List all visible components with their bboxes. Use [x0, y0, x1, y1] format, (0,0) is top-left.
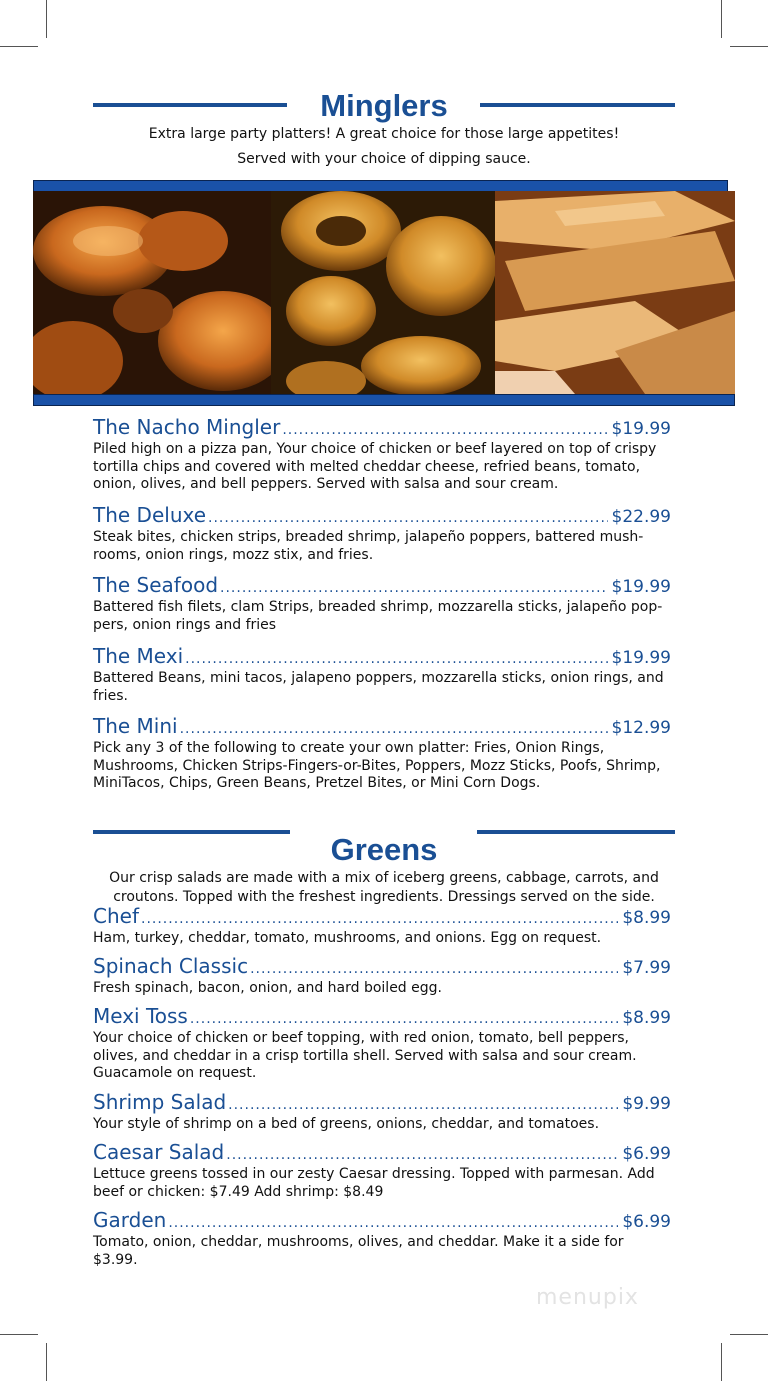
dot-leader	[220, 577, 607, 599]
menu-item-name: The Mini	[93, 714, 178, 738]
menu-item-name: Spinach Classic	[93, 954, 249, 978]
dot-leader	[228, 1094, 618, 1116]
menu-item-name: The Nacho Mingler	[93, 415, 281, 439]
crop-mark	[0, 46, 38, 47]
menu-item	[93, 504, 671, 564]
menu-item	[93, 1005, 671, 1083]
crop-mark	[0, 1334, 38, 1335]
crop-mark	[730, 46, 768, 47]
menu-item-header	[93, 1091, 671, 1116]
dot-leader	[190, 1008, 618, 1030]
dot-leader	[208, 507, 607, 529]
dot-leader	[185, 648, 607, 670]
menu-item-description: Tomato, onion, cheddar, mushrooms, olives, and cheddar. Make it a side for $3.99.	[93, 1234, 624, 1268]
menu-item-price: $12.99	[611, 718, 671, 738]
menu-item	[93, 905, 671, 948]
dot-leader	[168, 1212, 618, 1234]
menu-item-price: $8.99	[622, 908, 671, 928]
menu-item-description: Ham, turkey, cheddar, tomato, mushrooms, and onions. Egg on request.	[93, 930, 602, 946]
menu-item-description: Your choice of chicken or beef topping, with red onion, tomato, bell peppers, olives, and cheddar in a crisp tortilla shell. Served with salsa and sour cream. Guacamole on request.	[93, 1030, 637, 1082]
menu-item-price: $7.99	[622, 958, 671, 978]
crop-mark	[721, 1343, 722, 1381]
crop-mark	[46, 0, 47, 38]
section-intro: Our crisp salads are made with a mix of iceberg greens, cabbage, carrots, and croutons. Topped with the freshest ingredients. Dressings served on the side.	[109, 870, 659, 905]
dot-leader	[250, 958, 618, 980]
fried-chicken-photo	[33, 191, 271, 394]
menu-item-name: The Seafood	[93, 573, 219, 597]
menu-item-description: Lettuce greens tossed in our zesty Caesar dressing. Topped with parmesan. Add beef or chicken: $7.49 Add shrimp: $8.49	[93, 1166, 655, 1200]
menu-item-header	[93, 715, 671, 740]
photo-banner	[33, 180, 735, 405]
dot-leader	[226, 1144, 618, 1166]
menu-item-description: Fresh spinach, bacon, onion, and hard boiled egg.	[93, 980, 442, 996]
dot-leader	[141, 908, 618, 930]
menu-item-price: $6.99	[622, 1144, 671, 1164]
dot-leader	[282, 419, 607, 441]
section-intro: Extra large party platters! A great choice for those large appetites!	[148, 126, 620, 142]
potato-wedges-photo	[495, 191, 735, 394]
menu-item	[93, 1209, 671, 1269]
menu-item-price: $9.99	[622, 1094, 671, 1114]
menu-item-name: Garden	[93, 1208, 167, 1232]
menu-item-description: Battered fish filets, clam Strips, breaded shrimp, mozzarella sticks, jalapeño pop-pers, onion rings and fries	[93, 599, 663, 633]
menu-item-header	[93, 645, 671, 670]
menu-item-price: $19.99	[611, 419, 671, 439]
menu-item-name: The Deluxe	[93, 503, 207, 527]
menu-item	[93, 645, 671, 705]
menu-item	[93, 1141, 671, 1201]
menu-item-price: $8.99	[622, 1008, 671, 1028]
menu-item-header	[93, 1141, 671, 1166]
menu-item	[93, 715, 671, 793]
crop-mark	[721, 0, 722, 38]
menu-item-header	[93, 504, 671, 529]
crop-mark	[46, 1343, 47, 1381]
menu-item	[93, 1091, 671, 1134]
menu-item-description: Piled high on a pizza pan, Your choice of chicken or beef layered on top of crispy tortilla chips and covered with melted cheddar cheese, refried beans, tomato, onion, olives, and bell peppers. Served with salsa and sour cream.	[93, 441, 657, 493]
menu-item-header	[93, 1005, 671, 1030]
section-title-greens: Greens	[330, 832, 438, 867]
menu-item-description: Pick any 3 of the following to create your own platter: Fries, Onion Rings, Mushrooms, Chicken Strips-Fingers-or-Bites, Poppers, Mozz Sticks, Poofs, Shrimp, MiniTacos, Chips, Green Beans, Pretzel Bites, or Mini Corn Dogs.	[93, 740, 661, 792]
menu-item-name: Chef	[93, 904, 139, 928]
dot-leader	[180, 718, 608, 740]
photo-bottom-bar	[33, 394, 735, 406]
menu-item-price: $19.99	[611, 577, 671, 597]
menu-item-name: The Mexi	[93, 644, 184, 668]
menu-item-header	[93, 574, 671, 599]
menu-item	[93, 574, 671, 634]
menu-item-description: Your style of shrimp on a bed of greens, onions, cheddar, and tomatoes.	[93, 1116, 600, 1132]
crop-mark	[730, 1334, 768, 1335]
menu-item-name: Shrimp Salad	[93, 1090, 227, 1114]
menu-item-description: Steak bites, chicken strips, breaded shrimp, jalapeño poppers, battered mush-rooms, onion rings, mozz stix, and fries.	[93, 529, 644, 563]
menu-item-name: Mexi Toss	[93, 1004, 188, 1028]
menu-item	[93, 416, 671, 494]
onion-rings-photo	[271, 191, 495, 394]
menu-item-price: $6.99	[622, 1212, 671, 1232]
menu-item	[93, 955, 671, 998]
menu-item-header	[93, 416, 671, 441]
menu-item-description: Battered Beans, mini tacos, jalapeno poppers, mozzarella sticks, onion rings, and fries.	[93, 670, 664, 704]
section-title-minglers: Minglers	[320, 88, 448, 123]
menu-item-name: Caesar Salad	[93, 1140, 225, 1164]
section-intro: Served with your choice of dipping sauce.	[237, 151, 531, 167]
menu-item-price: $22.99	[611, 507, 671, 527]
menu-item-header	[93, 905, 671, 930]
menu-item-header	[93, 955, 671, 980]
menu-item-price: $19.99	[611, 648, 671, 668]
menu-item-header	[93, 1209, 671, 1234]
watermark: menupix	[536, 1285, 639, 1310]
